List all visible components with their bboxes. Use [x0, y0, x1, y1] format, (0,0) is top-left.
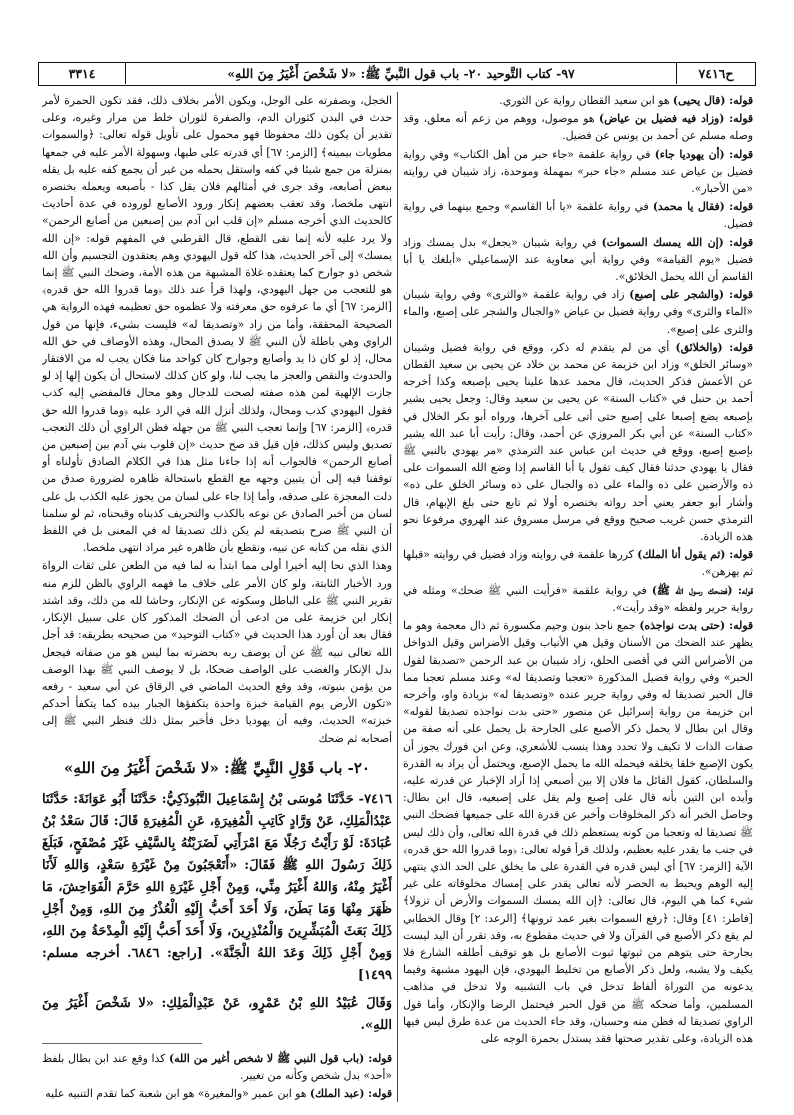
commentary-paragraph	[403, 110, 753, 144]
commentary-text: كررها علقمة في روايته وزاد فضيل في روايته «قبلها ثم يهزهن».	[403, 548, 753, 579]
commentary-lead: قوله: (والخلائق)	[675, 340, 753, 354]
commentary-paragraph	[403, 582, 753, 616]
commentary-lead: قوله: (باب قول النبي ﷺ لا شخص أغير من الله)	[168, 1051, 392, 1065]
commentary-text: في رواية علقمة «يا أبا القاسم» وجمع بينهما في رواية فضيل.	[403, 200, 753, 231]
left-column	[42, 92, 392, 1102]
commentary-text: زاد في رواية علقمة «والثرى» وفي رواية شيبان «الماء والثرى» وفي رواية فضيل بن عياض «والجبال والشجر على إصبع، والماء والثرى على إصبع».	[403, 288, 753, 336]
commentary-paragraph	[403, 198, 753, 232]
commentary-text: الخجل، وبصفرته على الوجل، ويكون الأمر بخلاف ذلك، فقد تكون الحمرة لأمر حدث في البدن كثوران الدم، والصفرة لثوران خلط من مرار وغيره، وعلى تقدير أن يكون ذلك محفوظا فهو محمول على تأويل قوله تعالى: ﴿والسموات مطويات بيمينه﴾ [الزمر: ٦٧] أي قدرته على طيها، وسهولة الأمر عليه في جمعها بمنزلة من جمع شيئا في كفه واستقل بحمله من غير أن يجمع كفه عليه بل يقله ببعض أصابعه، وقد جرى في أمثالهم فلان يقل كذا - بأصبعه ويعمله بخنصره انتهى ملخصا، وقد تعقب بعضهم إنكار ورود الأصابع لوروده في عدة أحاديث كالحديث الذي أخرجه مسلم «إن قلب ابن آدم بين إصبعين من أصابع الرحمن» ولا يرد عليه لأنه إنما نفى القطع، قال القرطبي في المفهم قوله: «إن الله يمسك» إلى آخر الحديث، هذا كله قول اليهودي وهم يعتقدون التجسيم وأن الله شخص ذو جوارح كما يعتقده غلاة المشبهة من هذه الأمة، وضحك النبي ﷺ إنما هو للتعجب من جهل اليهودي، ولهذا قرأ عند ذلك ﴿وما قدروا الله حق قدره﴾ [الزمر: ٦٧] أي ما عرفوه حق معرفته ولا عظموه حق تعظيمه فهذه الرواية هي الصحيحة المحققة، وأما من زاد «وتصديقا له» فليست بشيء، فإنها من قول الراوي وهي باطلة لأن النبي ﷺ لا يصدق المحال، وهذه الأوصاف في حق الله محال، إذ لو كان ذا يد وأصابع وجوارح كان كواحد منا فكان يجب له من الافتقار والحدوث والنقص والعجز ما يجب لنا، ولو كان كذلك لاستحال أن يكون إلها إذ لو جازت الإلهية لمن هذه صفته لصحت للدجال وهو محال فالمفضي إليه كذب فقول اليهودي كذب ومحال، ولذلك أنزل الله في الرد عليه ﴿وما قدروا الله حق قدره﴾ [الزمر: ٦٧] وإنما تعجب النبي ﷺ من جهله فظن الراوي أن ذلك التعجب تصديق وليس كذلك، فإن قيل قد صح حديث «إن قلوب بني آدم بين إصبعين من أصابع الرحمن» فالجواب أنه إذا جاءنا مثل هذا في الكلام الصادق تأولناه أو توقفنا فيه إلى أن يتبين وجهه مع القطع باستحالة ظاهره لضرورة صدق من دلت المعجزة على صدقه، وأما إذا جاء على لسان من يجوز عليه الكذب بل على لسان من أخبر الصادق عن نوعه بالكذب والتحريف كذبناه وقبحناه، ثم لو سلمنا أن النبي ﷺ صرح بتصديقه لم يكن ذلك تصديقا له في المعنى بل في اللفظ الذي نقله من كتابه عن نبيه، ونقطع بأن ظاهره غير مراد انتهى ملخصا.	[42, 94, 392, 555]
commentary-text: أي من لم يتقدم له ذكر، ووقع في رواية فضيل وشيبان «وسائر الخلق» وزاد ابن خزيمة عن محمد بن خلاد عن يحيى بن سعيد القطان عن الأعمش فذكر الحديث، قال محمد عدها علينا يحيى بإصبعه وكذا أخرجه أحمد بن حنبل في «كتاب السنة» عن يحيى بن سعيد وقال: وجعل يحيى يشير بإصبعه يضع إصبعا على إصبع حتى أتى على آخرها، ورواه أبو بكر الخلال في «كتاب السنة» عن أبي بكر المروزي عن أحمد، وقال: رأيت أبا عبد الله يشير بإصبع إصبع، ووقع في حديث ابن عباس عند الترمذي «مر يهودي بالنبي ﷺ فقال يا يهودي حدثنا فقال كيف تقول يا أبا القاسم إذا وضع الله السموات على ذه والأرضين على ذه والماء على ذه والجبال على ذه وسائر الخلق على ذه» وأشار أبو جعفر يعني أحد رواته بخنصره أولا ثم تابع حتى بلغ الإبهام، قال الترمذي حسن غريب صحيح ووقع في مرسل مسروق عند الهروي مرفوعا نحو هذه الزيادة.	[403, 340, 753, 544]
commentary-lead: قوله: (والشجر على إصبع)	[629, 288, 753, 302]
page-header	[38, 62, 756, 86]
separator-line	[42, 1043, 202, 1044]
commentary-text: وهذا الذي نحا إليه أخيرا أولى مما ابتدأ به لما فيه من الطعن على ثقات الرواة ورد الأخبار الثابتة، ولو كان الأمر على خلاف ما فهمه الراوي بالظن للزم منه تقرير النبي ﷺ على الباطل وسكوته عن الإنكار، وحاشا لله من ذلك، وقد اشتد إنكار ابن خزيمة على من ادعى أن الضحك المذكور كان على سبيل الإنكار، فقال بعد أن أورد هذا الحديث في «كتاب التوحيد» من صحيحه بطريقه: قد أجل الله تعالى نبيه ﷺ عن أن يوصف ربه بحضرته بما ليس هو من صفاته فيجعل بدل الإنكار والغضب على الواصف ضحكا، بل لا يوصف النبي ﷺ بهذا الوصف من يؤمن بنبوته، وقد وقع الحديث الماضي في الرقاق عن أبي سعيد - رفعه «تكون الأرض يوم القيامة خبزة واحدة يتكفؤها الجبار بيده كما يتكفأ أحدكم خبزته» الحديث، وفيه أن يهوديا دخل فأخبر بمثل ذلك فنظر النبي ﷺ إلى أصحابه ثم ضحك	[42, 559, 392, 745]
commentary-text: هو ابن عمير «والمغيرة» هو ابن شعبة كما تقدم التنبيه عليه	[45, 1087, 310, 1101]
commentary-text: هو ابن سعيد القطان رواية عن الثوري.	[499, 94, 673, 107]
commentary-paragraph	[403, 146, 753, 198]
commentary-paragraph	[42, 1050, 392, 1084]
commentary-paragraph	[403, 546, 753, 580]
hadith-note: وَقَالَ عُبَيْدُ اللهِ بْنُ عَمْرٍو، عَنْ عَبْدِالْمَلِكِ: «لا شَخْصَ أَغْيَرُ مِنَ اللهِ».	[42, 995, 392, 1033]
commentary-lead: قوله: (حتى بدت نواجذه)	[639, 619, 753, 633]
commentary-text: هو موصول، ووهم من زعم أنه معلق، وقد وصله مسلم عن أحمد بن يونس عن فضيل.	[403, 112, 753, 143]
commentary-paragraph	[403, 339, 753, 545]
commentary-lead: قوله: (إن الله يمسك السموات)	[601, 235, 753, 249]
commentary-lead: قوله: (ثم يقول أنا الملك)	[637, 548, 753, 562]
commentary-paragraph	[403, 286, 753, 338]
commentary-lead: قوله: (فقال يا محمد)	[652, 200, 753, 214]
commentary-lead: قوله: (قال يحيى)	[672, 94, 753, 107]
commentary-paragraph	[403, 92, 753, 109]
commentary-paragraph	[42, 557, 392, 746]
page-number: ٣٣١٤	[39, 63, 126, 84]
commentary-text: في رواية شيبان «يجعل» بدل يمسك وزاد فضيل «يوم القيامة» وفي رواية أبي معاوية عند الإسماعيلي «أبلغك يا أبا القاسم أن الله يحمل الخلائق».	[403, 235, 753, 284]
commentary-text: كذا وقع عند ابن بطال بلفظ «أحد» بدل شخص وكأنه من تغيير.	[42, 1051, 392, 1082]
commentary-text: في رواية علقمة «جاء حبر من أهل الكتاب» وفي رواية فضيل بن عياض عند مسلم «جاء حبر» بمهملة وموحدة، زاد شيبان في روايته «من الأحبار».	[403, 147, 753, 196]
commentary-paragraph	[42, 1085, 392, 1102]
right-column	[403, 92, 753, 1102]
hadith-text: ٧٤١٦- حَدَّثَنَا مُوسَى بْنُ إِسْمَاعِيلَ التَّبُوذَكِيُّ: حَدَّثَنَا أَبُو عَوَانَةَ: حَدَّثَنَا عَبْدُالْمَلِكِ، عَنْ وَرَّادٍ كَاتِبِ الْمُغِيرَةِ، عَنِ الْمُغِيرَةِ قَالَ: قَالَ سَعْدُ بْنُ عُبَادَةَ: لَوْ رَأَيْتُ رَجُلًا مَعَ امْرَأَتِي لَضَرَبْتُهُ بِالسَّيْفِ غَيْرَ مُصْفَحٍ، فَبَلَغَ ذَلِكَ رَسُولَ اللهِ ﷺ فَقَالَ: «أَتَعْجَبُونَ مِنْ غَيْرَةِ سَعْدٍ، وَاللهِ لَأَنَا أَغْيَرُ مِنْهُ، وَاللهُ أَغْيَرُ مِنِّي، وَمِنْ أَجْلِ غَيْرَةِ اللهِ حَرَّمَ الْفَوَاحِشَ، مَا ظَهَرَ مِنْهَا وَمَا بَطَنَ، وَلَا أَحَدَ أَحَبُّ إِلَيْهِ الْعُذْرُ مِنَ اللهِ، وَمِنْ أَجْلِ ذَلِكَ بَعَثَ الْمُبَشِّرِينَ وَالْمُنْذِرِينَ، وَلَا أَحَدَ أَحَبُّ إِلَيْهِ الْمِدْحَةُ مِنَ اللهِ، وَمِنْ أَجْلِ ذَلِكَ وَعَدَ اللهُ الْجَنَّةَ». [راجع: ٦٨٤٦. أخرجه مسلم: ١٤٩٩]	[42, 791, 392, 983]
commentary-paragraph	[403, 617, 753, 1047]
commentary-text: في رواية علقمة «فرأيت النبي ﷺ ضحك» ومثله في رواية جرير ولفظه «وقد رأيت».	[403, 583, 753, 614]
running-title: ٩٧- كتاب التَّوحيد ٢٠- باب قول النَّبيِّ ﷺ: «لا شَخْصَ أَغْيَرُ مِنَ اللهِ»	[227, 66, 575, 81]
commentary-lead: قوله: (أن يهوديا جاء)	[654, 147, 753, 161]
hadith-number-header: ح٧٤١٦	[676, 63, 755, 84]
commentary-paragraph	[42, 92, 392, 556]
chapter-title: ٢٠- باب قَوْلِ النَّبِيِّ ﷺ: «لا شَخْصَ أَغْيَرُ مِنَ اللهِ»	[64, 758, 370, 777]
commentary-lead: قوله: (وزاد فيه فضيل بن عياض)	[599, 112, 753, 126]
commentary-text: جمع ناجذ بنون وجيم مكسورة ثم ذال معجمة وهو ما يظهر عند الضحك من الأسنان وقيل هي الأنياب وقيل الأضراس وقيل الدواخل من الأضراس التي في أقصى الحلق، زاد شيبان بن عبد الرحمن «تصديقا لقول الحبر» وفي رواية فضيل المذكورة «تعجبا وتصديقا له» وعند مسلم تعجبا مما قال الحبر تصديقا له وفي رواية جرير عنده «وتصديقا له» بزيادة واو، وأخرجه ابن خزيمة من رواية إسرائيل عن منصور «حتى بدت نواجذه تصديقا لقوله» وقال ابن بطال لا يحمل ذكر الأصبع على الجارحة بل يحمل على أنه صفة من صفات الذات لا تكيف ولا تحدد وهذا ينسب للأشعري، وعن ابن فورك يجوز أن يكون الإصبع خلقا يخلقه فيحمله الله ما يحمل الإصبع، ويحتمل أن يراد به القدرة والسلطان، كقول القائل ما فلان إلا بين أصبعي إذا أراد الإخبار عن قدرته عليه، وأيده ابن التين بأنه قال على إصبع ولم يقل على إصبعيه، قال ابن بطال: وحاصل الخبر أنه ذكر المخلوقات وأخبر عن قدرة الله على جميعها فضحك النبي ﷺ تصديقا له وتعجبا من كونه يستعظم ذلك في قدرة الله تعالى، وأن ذلك ليس في جنب ما يقدر عليه بعظيم، ولذلك قرأ قوله تعالى: ﴿وما قدروا الله حق قدره﴾ الآية [الزمر: ٦٧] أي ليس قدره في القدرة على ما يخلق على الحد الذي ينتهي إليه الوهم ويحيط به الحصر لأنه تعالى يقدر على إمساك مخلوقاته على غير شيء كما هي اليوم، قال تعالى: ﴿إن الله يمسك السموات والأرض أن تزولا﴾ [فاطر: ٤١] وقال: ﴿رفع السموات بغير عمد ترونها﴾ [الرعد: ٢] وقال الخطابي لم يقع ذكر الأصبع في القرآن ولا في حديث مقطوع به، وقد تقرر أن اليد ليست بجارحة حتى يتوهم من ثبوتها ثبوت الأصابع بل هو توقيف أطلقه الشارع فلا يكيف ولا يشبه، ولعل ذكر الأصابع من تخليط اليهودي، فإن اليهود مشبهة وفيما يدعونه من التوراة ألفاظ تدخل في باب التشبيه ولا تدخل في مذاهب المسلمين، وأما ضحكه ﷺ من قول الحبر فيحتمل الرضا والإنكار، وأما قول الراوي تصديقا له فظن منه وحسبان، وقد جاء الحديث من عدة طرق ليس فيها هذه الزيادة، وعلى تقدير صحتها فقد يستدل بحمرة الوجه على	[403, 619, 753, 1045]
commentary-paragraph	[403, 234, 753, 286]
commentary-lead: قوله: (عبد الملك)	[309, 1087, 392, 1101]
column-divider	[397, 92, 398, 1102]
commentary-lead: قوله: (فضحك رسول الله ﷺ)	[651, 583, 753, 597]
